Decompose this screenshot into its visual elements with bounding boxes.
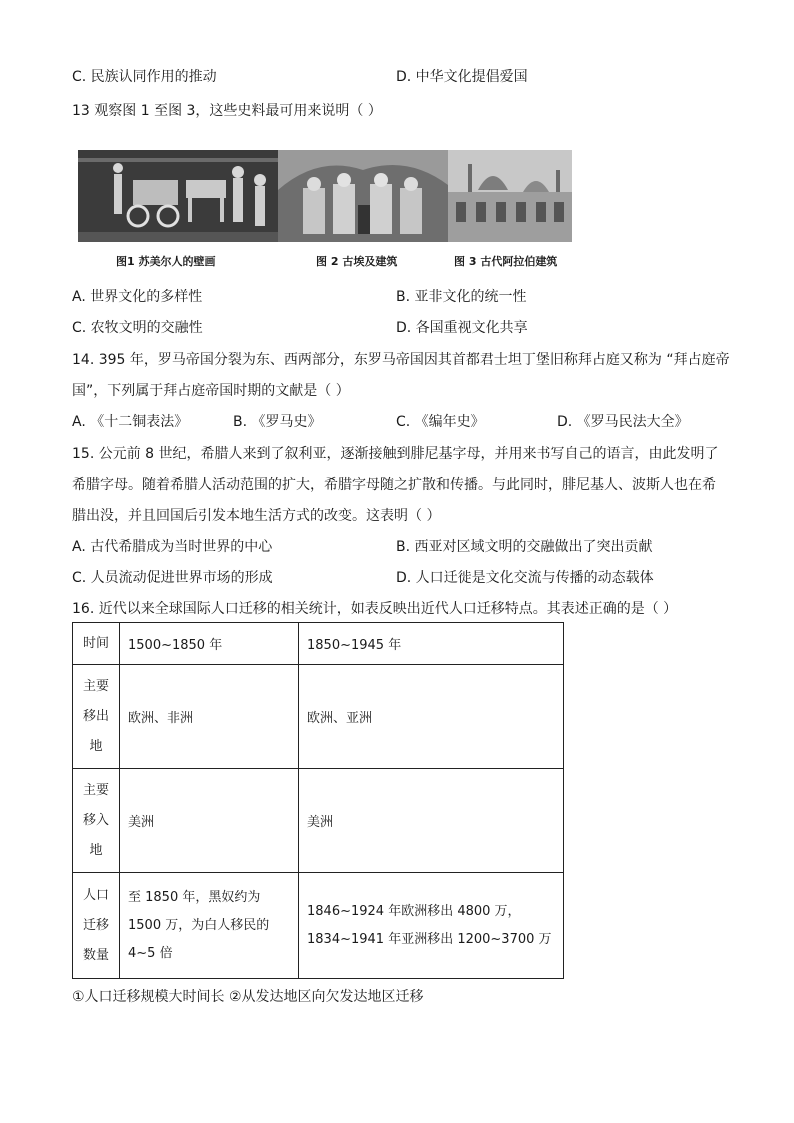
figure-1-caption: 图1 苏美尔人的壁画 xyxy=(116,255,216,268)
q15-option-d: D. 人口迁徙是文化交流与传播的动态载体 xyxy=(396,570,654,586)
q15-option-a: A. 古代希腊成为当时世界的中心 xyxy=(72,539,273,555)
q14-stem-line2: 国”，下列属于拜占庭帝国时期的文献是（ ） xyxy=(72,383,350,399)
header-destination: 主要 移入 地 xyxy=(73,769,120,873)
figure-3-caption: 图 3 古代阿拉伯建筑 xyxy=(454,255,558,268)
cell-quantity-1: 至 1850 年，黑奴约为 1500 万，为白人移民的 4~5 倍 xyxy=(120,873,299,979)
table-row xyxy=(73,623,564,665)
q13-option-a: A. 世界文化的多样性 xyxy=(72,289,203,305)
migration-table xyxy=(72,622,564,979)
figure-2-caption: 图 2 古埃及建筑 xyxy=(316,255,398,268)
table-row xyxy=(73,665,564,769)
q13-figures xyxy=(78,150,572,242)
figure-egyptian-temple xyxy=(278,150,448,242)
q12-option-c: C. 民族认同作用的推动 xyxy=(72,69,217,85)
cell-period-2: 1850~1945 年 xyxy=(299,623,564,665)
q15-option-b: B. 西亚对区域文明的交融做出了突出贡献 xyxy=(396,539,653,555)
header-quantity: 人口 迁移 数量 xyxy=(73,873,120,979)
q14-option-c: C. 《编年史》 xyxy=(396,414,485,430)
q16-stem: 16. 近代以来全球国际人口迁移的相关统计，如表反映出近代人口迁移特点。其表述正确的是（ ） xyxy=(72,601,678,617)
q14-option-a: A. 《十二铜表法》 xyxy=(72,414,189,430)
cell-quantity-2: 1846~1924 年欧洲移出 4800 万， 1834~1941 年亚洲移出 1200~3700 万 xyxy=(299,873,564,979)
q15-option-c: C. 人员流动促进世界市场的形成 xyxy=(72,570,273,586)
q15-stem-line2: 希腊字母。随着希腊人活动范围的扩大，希腊字母随之扩散和传播。与此同时，腓尼基人、波斯人也在希 xyxy=(72,477,716,493)
q14-option-d: D. 《罗马民法大全》 xyxy=(557,414,689,430)
cell-destination-1: 美洲 xyxy=(120,769,299,873)
cell-origin-1: 欧洲、非洲 xyxy=(120,665,299,769)
q13-option-c: C. 农牧文明的交融性 xyxy=(72,320,203,336)
figure-arab-architecture xyxy=(448,150,572,242)
q13-option-d: D. 各国重视文化共享 xyxy=(396,320,528,336)
q15-stem-line3: 腊出没，并且回国后引发本地生活方式的改变。这表明（ ） xyxy=(72,508,441,524)
table-row xyxy=(73,769,564,873)
q14-option-b: B. 《罗马史》 xyxy=(233,414,322,430)
q12-option-d: D. 中华文化提倡爱国 xyxy=(396,69,528,85)
table-row xyxy=(73,873,564,979)
cell-period-1: 1500~1850 年 xyxy=(120,623,299,665)
q15-stem-line1: 15. 公元前 8 世纪，希腊人来到了叙利亚，逐渐接触到腓尼基字母，并用来书写自己的语言，由此发明了 xyxy=(72,446,719,462)
q13-stem: 13 观察图 1 至图 3，这些史料最可用来说明（ ） xyxy=(72,103,382,119)
cell-origin-2: 欧洲、亚洲 xyxy=(299,665,564,769)
q13-option-b: B. 亚非文化的统一性 xyxy=(396,289,527,305)
header-origin: 主要 移出 地 xyxy=(73,665,120,769)
cell-destination-2: 美洲 xyxy=(299,769,564,873)
figure-sumerian-mural xyxy=(78,150,278,242)
q16-statements: ①人口迁移规模大时间长 ②从发达地区向欠发达地区迁移 xyxy=(72,989,424,1005)
header-time: 时间 xyxy=(73,623,120,665)
q14-stem-line1: 14. 395 年，罗马帝国分裂为东、西两部分，东罗马帝国因其首都君士坦丁堡旧称拜占庭又称为 “拜占庭帝 xyxy=(72,352,730,368)
